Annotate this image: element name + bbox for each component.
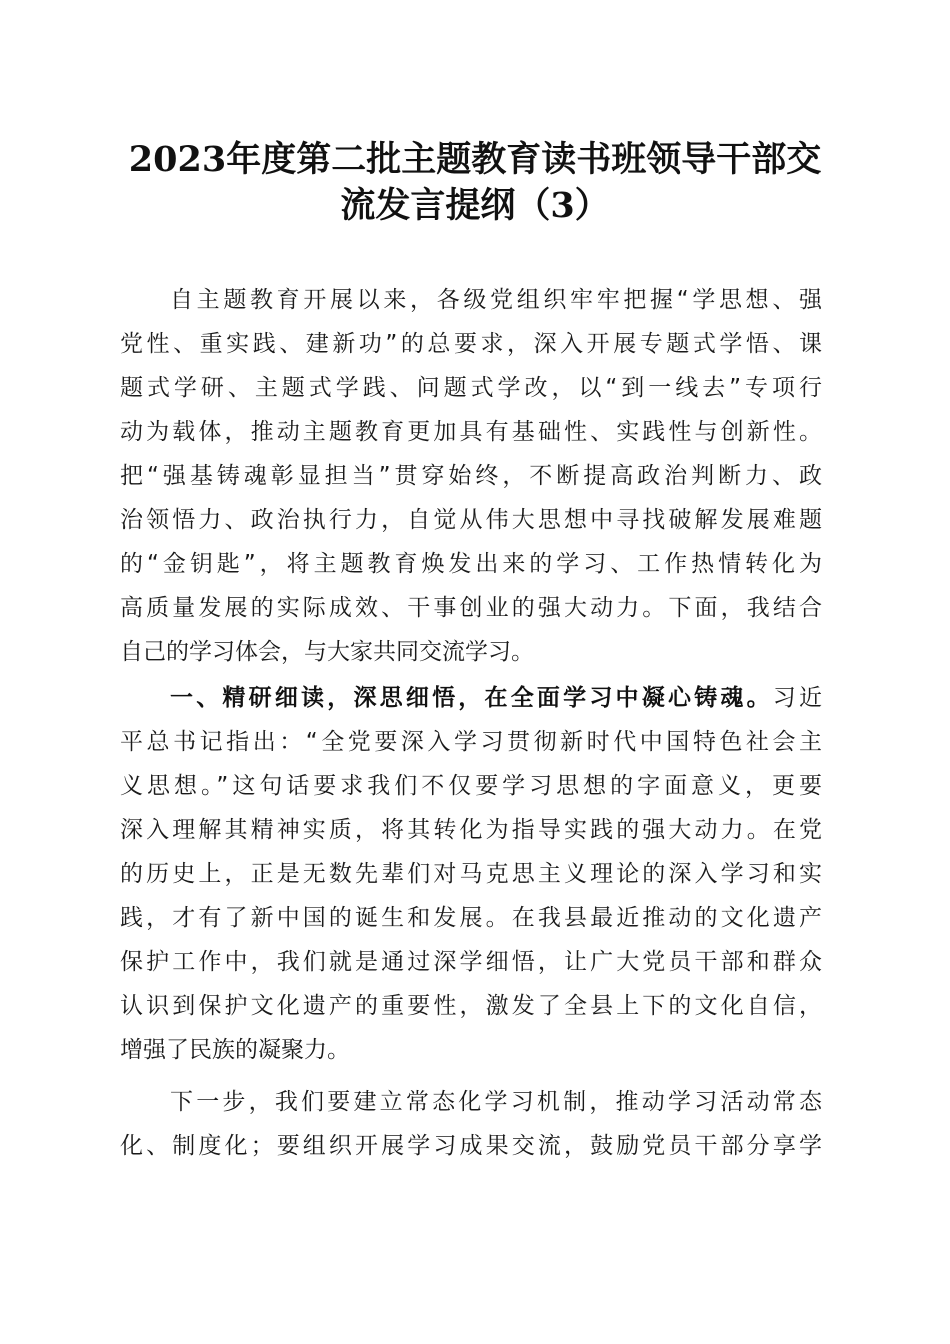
section-1-line: 的历史上，正是无数先辈们对马克思主义理论的深入学习和实 (120, 861, 822, 887)
section-1-line: 平总书记指出：“全党要深入学习贯彻新时代中国特色社会主 (120, 729, 822, 755)
document-title-line-2: 流发言提纲（3） (340, 185, 610, 226)
section-1-first-line (170, 676, 822, 720)
paragraph-1-line: 的“金钥匙”，将主题教育焕发出来的学习、工作热情转化为 (120, 551, 822, 577)
section-1-line: 践，才有了新中国的诞生和发展。在我县最近推动的文化遗产 (120, 905, 822, 931)
section-1-line: 认识到保护文化遗产的重要性，激发了全县上下的文化自信， (120, 993, 822, 1019)
paragraph-1-line: 党性、重实践、建新功”的总要求，深入开展专题式学悟、课 (120, 331, 822, 357)
paragraph-1-line: 自己的学习体会，与大家共同交流学习。 (120, 639, 534, 665)
paragraph-1-line: 高质量发展的实际成效、干事创业的强大动力。下面，我结合 (120, 595, 822, 621)
paragraph-1-line: 自主题教育开展以来，各级党组织牢牢把握“学思想、强 (170, 287, 822, 313)
section-1-line: 增强了民族的凝聚力。 (120, 1037, 350, 1063)
paragraph-3-line: 下一步，我们要建立常态化学习机制，推动学习活动常态 (170, 1089, 822, 1115)
paragraph-1-line: 题式学研、主题式学践、问题式学改，以“到一线去”专项行 (120, 375, 822, 401)
paragraph-1-line: 治领悟力、政治执行力，自觉从伟大思想中寻找破解发展难题 (120, 507, 822, 533)
section-1-line: 深入理解其精神实质，将其转化为指导实践的强大动力。在党 (120, 817, 822, 843)
paragraph-1-line: 动为载体，推动主题教育更加具有基础性、实践性与创新性。 (120, 419, 822, 445)
paragraph-3-line: 化、制度化；要组织开展学习成果交流，鼓励党员干部分享学 (120, 1133, 822, 1159)
section-1-heading: 一、精研细读，深思细悟，在全面学习中凝心铸魂。 (170, 685, 773, 711)
document-title-line-1: 2023年度第二批主题教育读书班领导干部交 (128, 139, 822, 180)
section-1-line: 义思想。”这句话要求我们不仅要学习思想的字面意义，更要 (120, 773, 822, 799)
paragraph-1-line: 把“强基铸魂彰显担当”贯穿始终，不断提高政治判断力、政 (120, 463, 822, 489)
section-1-line: 保护工作中，我们就是通过深学细悟，让广大党员干部和群众 (120, 949, 822, 975)
section-1-heading-tail: 习近 (772, 685, 823, 711)
